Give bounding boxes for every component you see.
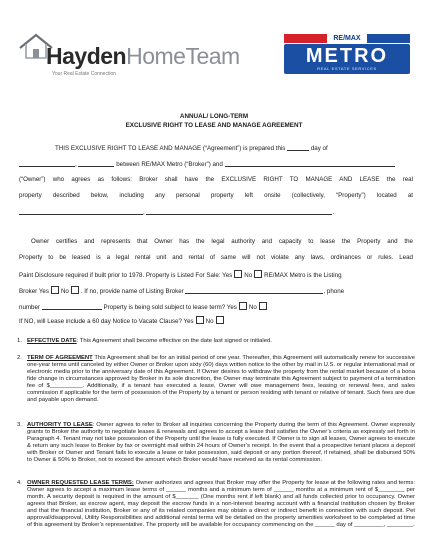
property-city-field[interactable] xyxy=(146,208,332,215)
intro-line-2: , between RE/MAX Metro (“Broker”) and xyxy=(19,160,413,169)
listing-broker-name-field[interactable] xyxy=(185,287,323,294)
listed-yes-checkbox[interactable] xyxy=(234,270,242,278)
remax-metro-logo xyxy=(284,34,410,74)
owner-line-2: Property to be leased is a legal rental unit and rental of same will not violate any laws, ordinances or rules. Lead xyxy=(19,254,413,261)
listing-broker-no-checkbox[interactable] xyxy=(71,286,79,294)
section-heading: EFFECTIVE DATE xyxy=(27,338,77,344)
owner-name-field[interactable] xyxy=(225,160,395,167)
listing-broker-yes-checkbox[interactable] xyxy=(51,286,59,294)
intro-line-5: , . xyxy=(19,208,413,217)
metro-wordmark: METRO xyxy=(305,45,389,67)
owner-line-4: Broker Yes No . If no, provide name of Listing Broker , phone xyxy=(19,288,345,295)
metro-badge xyxy=(284,44,410,74)
document-title-1: ANNUAL/ LONG-TERM xyxy=(179,113,249,120)
prepared-month-field[interactable] xyxy=(19,160,75,167)
owner-line-1: Owner certifies and represents that Owner has the legal authority and capacity to lease the Property and the xyxy=(31,238,413,245)
document-title-2: EXCLUSIVE RIGHT TO LEASE AND MANAGE AGREEMENT xyxy=(125,122,303,129)
sold-subject-no-checkbox[interactable] xyxy=(259,302,267,310)
intro-line-1: THIS EXCLUSIVE RIGHT TO LEASE AND MANAGE (“Agreement”) is prepared this day of xyxy=(55,145,328,152)
prepared-year-field[interactable] xyxy=(78,160,114,167)
owner-line-5: number Property is being sold subject to lease term? Yes No xyxy=(19,302,413,312)
metro-subtitle: REAL ESTATE SERVICES xyxy=(317,66,377,71)
remax-stripe xyxy=(284,34,410,43)
section-heading: OWNER REQUESTED LEASE TERMS: xyxy=(27,480,134,486)
brand-tagline: Your Real Estate Connection xyxy=(52,71,117,77)
intro-line-3: (“Owner”) who agrees as follows: Broker shall have the EXCLUSIVE RIGHT TO MANAGE AND LEASE the real xyxy=(19,176,413,183)
section-authority-to-lease: 3. AUTHORITY TO LEASE: Owner agrees to refer to Broker all inquiries concerning the Property during the term of this Agreement. Owner expressly grants to Broker the authority to negotiate leases & renewals and agrees to accept a lease that satisfies the Owner’s criteria as expressly set forth in Paragraph 4. Tenant may not take possession of the Property until the lease is fully executed. If Owner is to sign all leases, Owner agrees to execute & return any such lease to Broker by fax or overnight mail within 24 hours of Owner’s receipt. In the event that a prospective tenant places a deposit with Broker or Owner and Tenant fails to execute a lease or take possession, said deposit or any portion thereof, if retained, shall be disbursed 50% to Owner & 50% to Broker, not to exceed the amount which Broker would have received as its rental commission. xyxy=(17,422,415,464)
section-heading: AUTHORITY TO LEASE xyxy=(27,422,93,428)
listed-no-checkbox[interactable] xyxy=(254,270,262,278)
owner-line-3: Paint Disclosure required if built prior to 1978. Property is Listed For Sale: Yes No RE/MAX Metro is the Listing xyxy=(19,272,342,279)
notice-vacate-no-checkbox[interactable] xyxy=(216,316,224,324)
section-owner-lease-terms: 4. OWNER REQUESTED LEASE TERMS: Owner authorizes and agrees that Broker may offer the Property for lease at the following rates and terms: Owner agrees to accept a maximum lease terms of ______ months and a minimum term of ______ months at a minimum rent of $________ per month. A security deposit is required in the amount of $_______ (One months rent if left blank) and all funds collected prior to occupancy. Owner agrees that Broker, as escrow agent, may deposit the escrow funds in a non-interest bearing account with a financial institution chosen by Broker and that the financial institution, Broker or any of its related companies may obtain a direct or indirect benefit in connection with such deposit. Pet approval/disapproval, Utility Responsibilities and additional rental terms will be detailed on the property amenities worksheet to be completed at time of this agreement by Broker’s representative. The property will be available for occupancy commencing on the ______ day of _________, ________. xyxy=(17,480,415,529)
remax-wordmark: RE/MAX xyxy=(327,34,367,43)
section-heading: TERM OF AGREEMENT xyxy=(27,355,93,361)
sold-subject-yes-checkbox[interactable] xyxy=(239,302,247,310)
owner-line-6: If NO, will Lease include a 60 day Notice to Vacate Clause? Yes No xyxy=(19,316,413,326)
prepared-day-field[interactable] xyxy=(287,144,309,151)
notice-vacate-yes-checkbox[interactable] xyxy=(196,316,204,324)
listing-broker-phone-field[interactable] xyxy=(42,303,102,310)
intro-line-4: property described below, including any personal property left onsite (collectively, “Property”) located at xyxy=(19,192,413,199)
hayden-hometeam-logo xyxy=(18,26,240,86)
section-effective-date: 1. EFFECTIVE DATE: This Agreement shall become effective on the date last signed or initialed. xyxy=(17,338,272,344)
section-term-of-agreement: 2. TERM OF AGREEMENT This Agreement shall be for an initial period of one year. Thereafter, this Agreement will automatically renew for successive one-year terms until canceled by either Owner or Broker upon sixty (60) days written notice to the other by mail in U.S. or regular international mail or electronic media prior to the anniversary date of this Agreement. If Owner desires to withdraw the property from the rental market because of a bona fide change in circumstances approved by Broker in its sole discretion, the Owner may terminate this Agreement subject to payment of a termination fee of $__________. Additionally, if a tenant has executed a lease, Owner will owe management fees, leasing or renewal fees, and sales commission if applicable for the term of possession of the Property by a tenant or person residing with tenant or relative of tenant. Such fees are due and payable upon demand. xyxy=(17,355,415,404)
brand-name: HaydenHomeTeam xyxy=(46,43,240,69)
property-address-field[interactable] xyxy=(19,208,143,215)
